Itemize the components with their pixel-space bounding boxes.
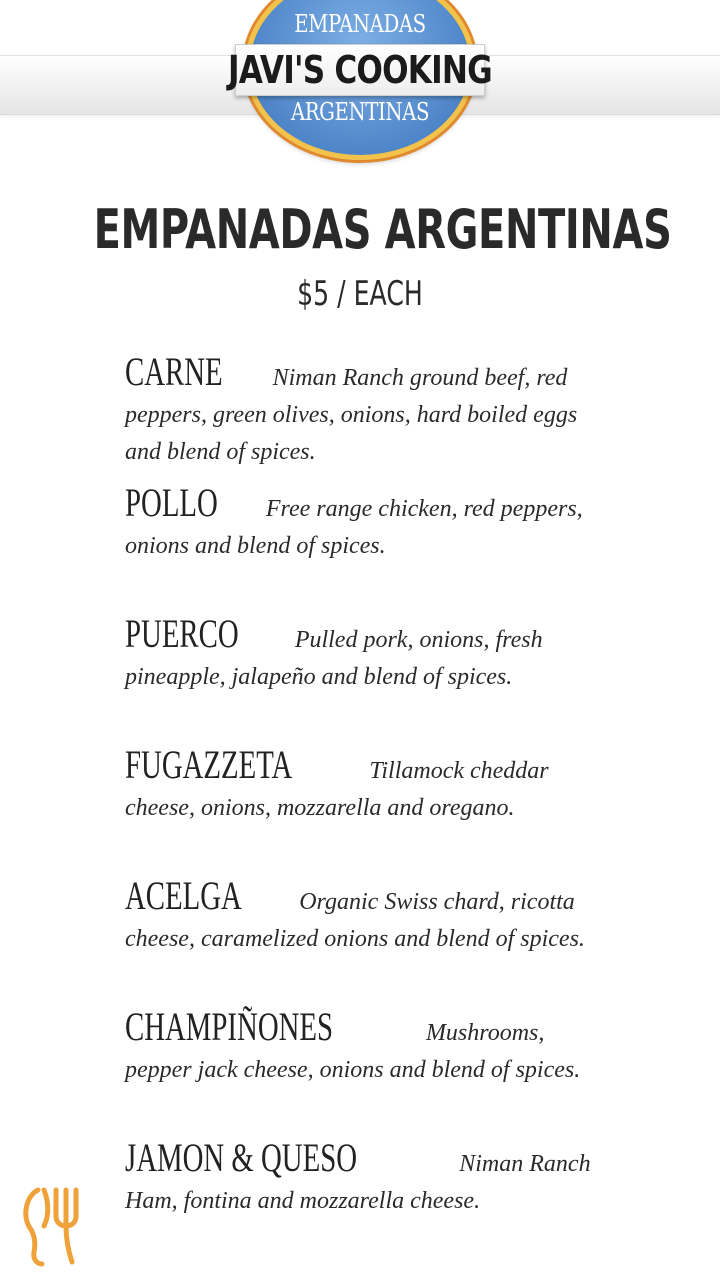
menu-item-description: Free range chicken, red peppers, onions and blend of spices. xyxy=(125,496,583,559)
menu-item-description: Tillamock cheddar cheese, onions, mozzarella and oregano. xyxy=(125,758,549,821)
menu-item-fugazzeta xyxy=(125,742,615,878)
menu-item-name: POLLO xyxy=(125,480,218,525)
menu-item-name: FUGAZZETA xyxy=(125,742,293,787)
menu-item-name: JAMON & QUESO xyxy=(125,1135,358,1180)
menu-item-description: Organic Swiss chard, ricotta cheese, caramelized onions and blend of spices. xyxy=(125,889,585,952)
menu-item-description: Mushrooms, pepper jack cheese, onions and blend of spices. xyxy=(125,1020,581,1083)
menu-item-champinones xyxy=(125,1004,615,1140)
menu-item-puerco xyxy=(125,611,615,747)
price-label: $5 / EACH xyxy=(297,274,423,314)
menu-item-jamon-queso xyxy=(125,1135,615,1271)
fork-and-spoon-icon[interactable] xyxy=(16,1186,88,1268)
menu-item-pollo xyxy=(125,480,615,616)
menu-item-carne xyxy=(125,349,615,485)
menu-list xyxy=(125,349,615,1271)
logo-top-word: EMPANADAS xyxy=(294,10,426,38)
brand-logo[interactable] xyxy=(228,0,492,165)
menu-item-name: PUERCO xyxy=(125,611,239,656)
page-title: EMPANADAS ARGENTINAS xyxy=(93,198,672,261)
menu-item-acelga xyxy=(125,873,615,1009)
logo-banner xyxy=(228,44,492,96)
logo-name: JAVI'S COOKING xyxy=(228,48,492,92)
menu-item-name: ACELGA xyxy=(125,873,242,918)
menu-item-description: Niman Ranch ground beef, red peppers, green olives, onions, hard boiled eggs and blend of spices. xyxy=(125,365,578,465)
menu-item-description: Pulled pork, onions, fresh pineapple, jalapeño and blend of spices. xyxy=(125,627,543,690)
menu-item-name: CHAMPIÑONES xyxy=(125,1004,334,1049)
logo-bottom-word: ARGENTINAS xyxy=(290,98,430,126)
menu-item-description: Niman Ranch Ham, fontina and mozzarella cheese. xyxy=(125,1151,591,1214)
menu-item-name: CARNE xyxy=(125,349,223,394)
